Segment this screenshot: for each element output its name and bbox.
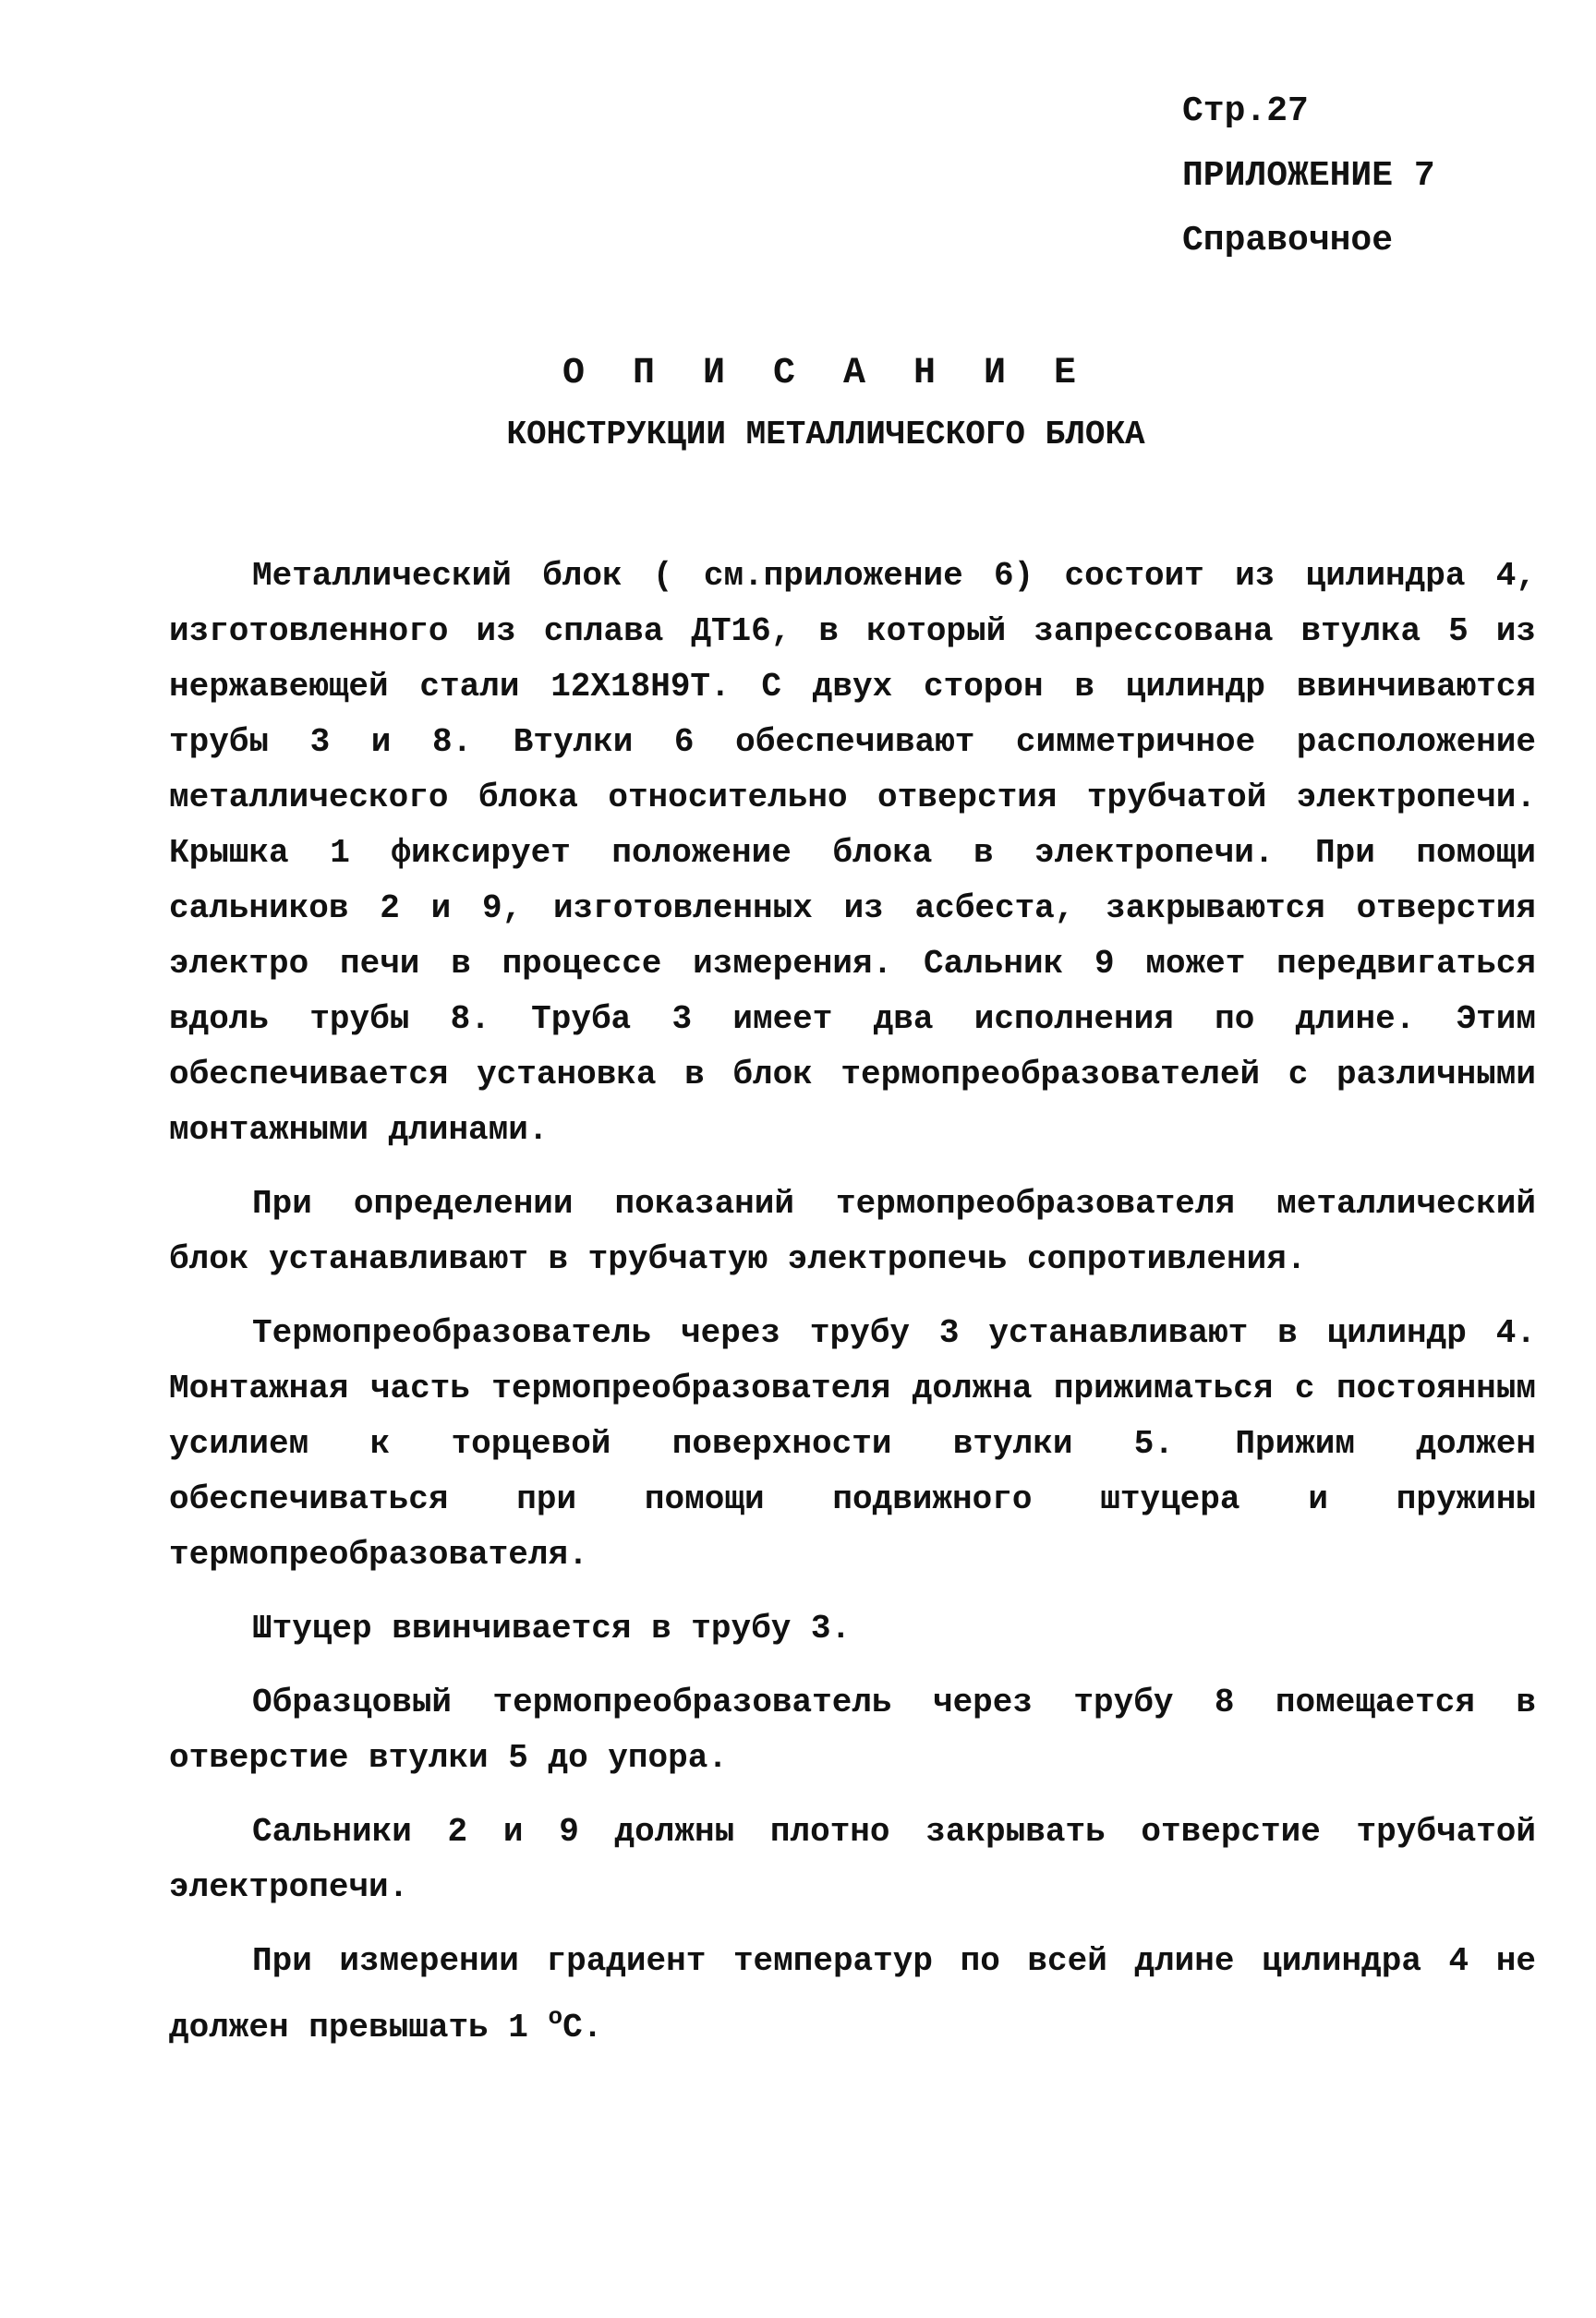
title-line-1: О П И С А Н И Е <box>562 353 1090 394</box>
title-line-2: КОНСТРУКЦИИ МЕТАЛЛИЧЕСКОГО БЛОКА <box>506 416 1145 453</box>
paragraph-5: Образцовый термопреобразователь через трубу 8 помещается в отверстие втулки 5 до упора. <box>169 1684 1536 1777</box>
paragraph-4: Штуцер ввинчивается в трубу 3. <box>252 1610 852 1648</box>
appendix-label: ПРИЛОЖЕНИЕ 7 <box>1182 156 1435 196</box>
paragraph-1: Металлический блок ( см.приложение 6) состоит из цилиндра 4, изготовленного из сплава ДТ16, в который запрессована втулка 5 из нержавеющей стали 12Х18Н9Т. С двух сторон в цилиндр ввинчиваются трубы 3 и 8. Втулки 6 обеспечивают симметричное расположение металлического блока относительно отверстия трубчатой электропечи. Крышка 1 фиксирует положение блока в электропечи. При помощи сальников 2 и 9, изготовленных из асбеста, закрываются отверстия электро печи в процессе измерения. Сальник 9 может передвигаться вдоль трубы 8. Труба 3 имеет два исполнения по длине. Этим обеспечивается установка в блок термопреобразователей с различными монтажными длинами. <box>169 557 1536 1149</box>
paragraph-6: Сальники 2 и 9 должны плотно закрывать отверстие трубчатой электропечи. <box>169 1813 1536 1906</box>
page-number: Стр.27 <box>1182 91 1309 131</box>
degree-symbol: о <box>548 2003 563 2031</box>
paragraph-7-text: При измерении градиент температур по всей длине цилиндра 4 не должен превышать 1 <box>169 1942 1536 2046</box>
page-header <box>1182 79 1552 273</box>
paragraph-2: При определении показаний термопреобразователя металлический блок устанавливают в трубчатую электропечь сопротивления. <box>169 1185 1536 1278</box>
document-body <box>169 549 1536 2056</box>
paragraph-7 <box>169 1934 1536 2056</box>
document-title <box>0 344 1596 465</box>
appendix-type: Справочное <box>1182 221 1394 260</box>
paragraph-3: Термопреобразователь через трубу 3 устанавливают в цилиндр 4. Монтажная часть термопреобразователя должна прижиматься с постоянным усилием к торцевой поверхности втулки 5. Прижим должен обеспечиваться при помощи подвижного штуцера и пружины термопреобразователя. <box>169 1314 1536 1574</box>
degree-unit: С. <box>562 2009 603 2046</box>
